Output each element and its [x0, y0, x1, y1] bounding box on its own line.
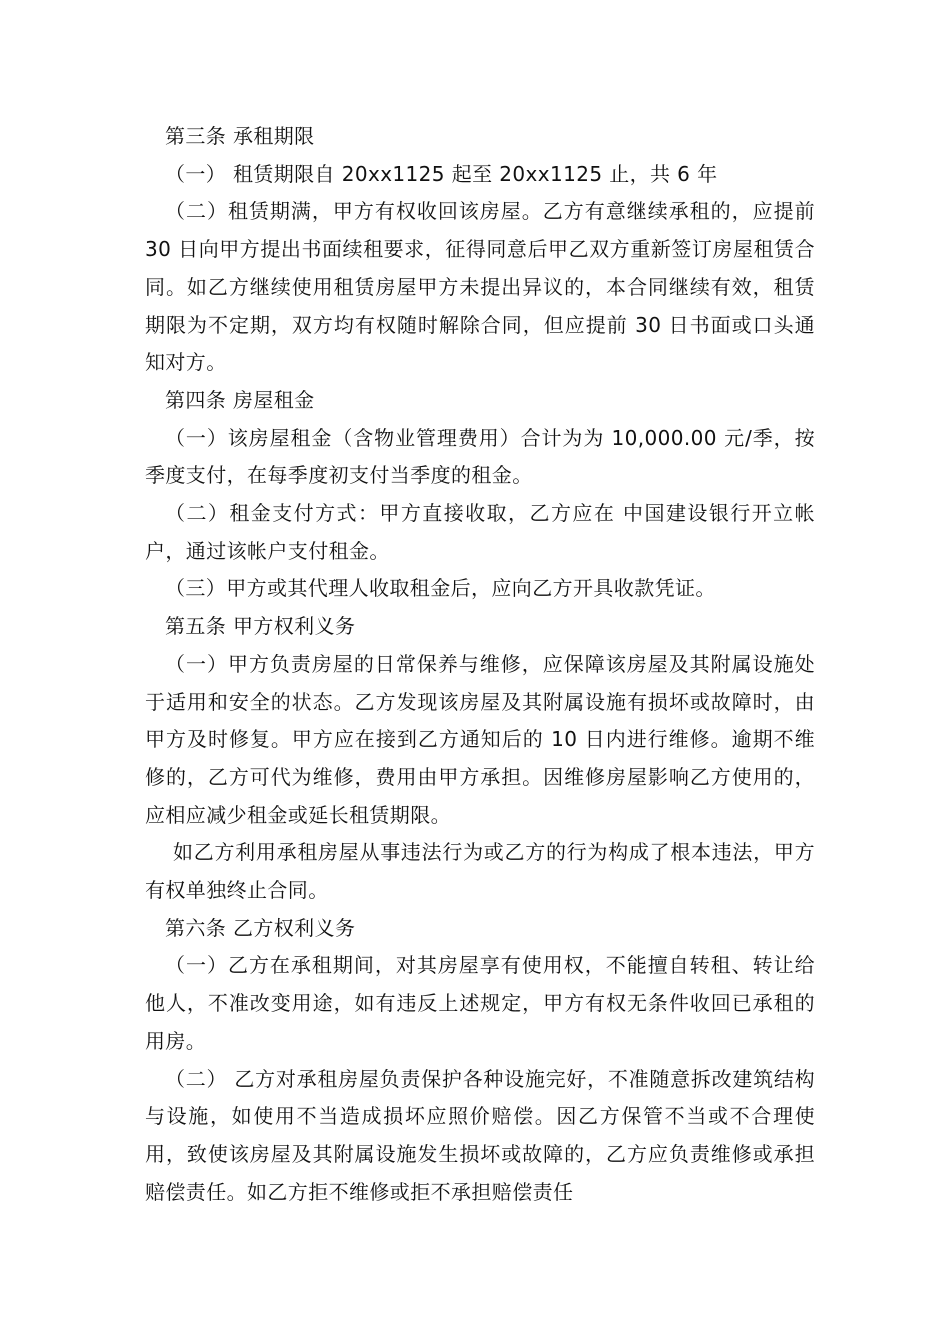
article-6-heading: 第六条 乙方权利义务	[165, 915, 356, 940]
article-3-heading: 第三条 承租期限	[165, 124, 315, 148]
article-3-clause-1: （一） 租赁期限自 20xx1125 起至 20xx1125 止，共 6 年	[165, 161, 718, 186]
article-4-clause-2: （二）租金支付方式：甲方直接收取，乙方应在 中国建设银行开立帐户，通过该帐户支付租金。	[145, 501, 815, 563]
article-5-paragraph-2: 如乙方利用承租房屋从事违法行为或乙方的行为构成了根本违法，甲方有权单独终止合同。	[145, 840, 815, 903]
article-4-clause-1: （一）该房屋租金（含物业管理费用）合计为为 10,000.00 元/季，按季度支付，在每季度初支付当季度的租金。	[145, 425, 815, 488]
article-4-clause-3: （三）甲方或其代理人收取租金后，应向乙方开具收款凭证。	[165, 576, 716, 601]
article-4-heading: 第四条 房屋租金	[165, 387, 315, 412]
article-5-clause-1: （一）甲方负责房屋的日常保养与维修，应保障该房屋及其附属设施处于适用和安全的状态。乙方发现该房屋及其附属设施有损坏或故障时，由甲方及时修复。甲方应在接到乙方通知后的 10 日内进行维修。逾期不维修的，乙方可代为维修，费用由甲方承担。因维修房屋影响乙方使用的，应相应减少租金或延长租赁期限。	[145, 651, 815, 827]
article-3-clause-2: （二）租赁期满，甲方有权收回该房屋。乙方有意继续承租的，应提前 30 日向甲方提出书面续租要求，征得同意后甲乙双方重新签订房屋租赁合同。如乙方继续使用租赁房屋甲方未提出异议的，本合同继续有效，租赁期限为不定期，双方均有权随时解除合同，但应提前 30 日书面或口头通知对方。	[145, 199, 815, 375]
article-5-heading: 第五条 甲方权利义务	[165, 614, 356, 639]
document-body	[145, 118, 815, 1211]
article-6-clause-1: （一）乙方在承租期间，对其房屋享有使用权，不能擅自转租、转让给他人，不准改变用途，如有违反上述规定，甲方有权无条件收回已承租的用房。	[145, 953, 815, 1053]
article-6-clause-2: （二） 乙方对承租房屋负责保护各种设施完好，不准随意拆改建筑结构与设施，如使用不当造成损坏应照价赔偿。因乙方保管不当或不合理使用，致使该房屋及其附属设施发生损坏或故障的，乙方应负责维修或承担赔偿责任。如乙方拒不维修或拒不承担赔偿责任	[145, 1066, 815, 1204]
